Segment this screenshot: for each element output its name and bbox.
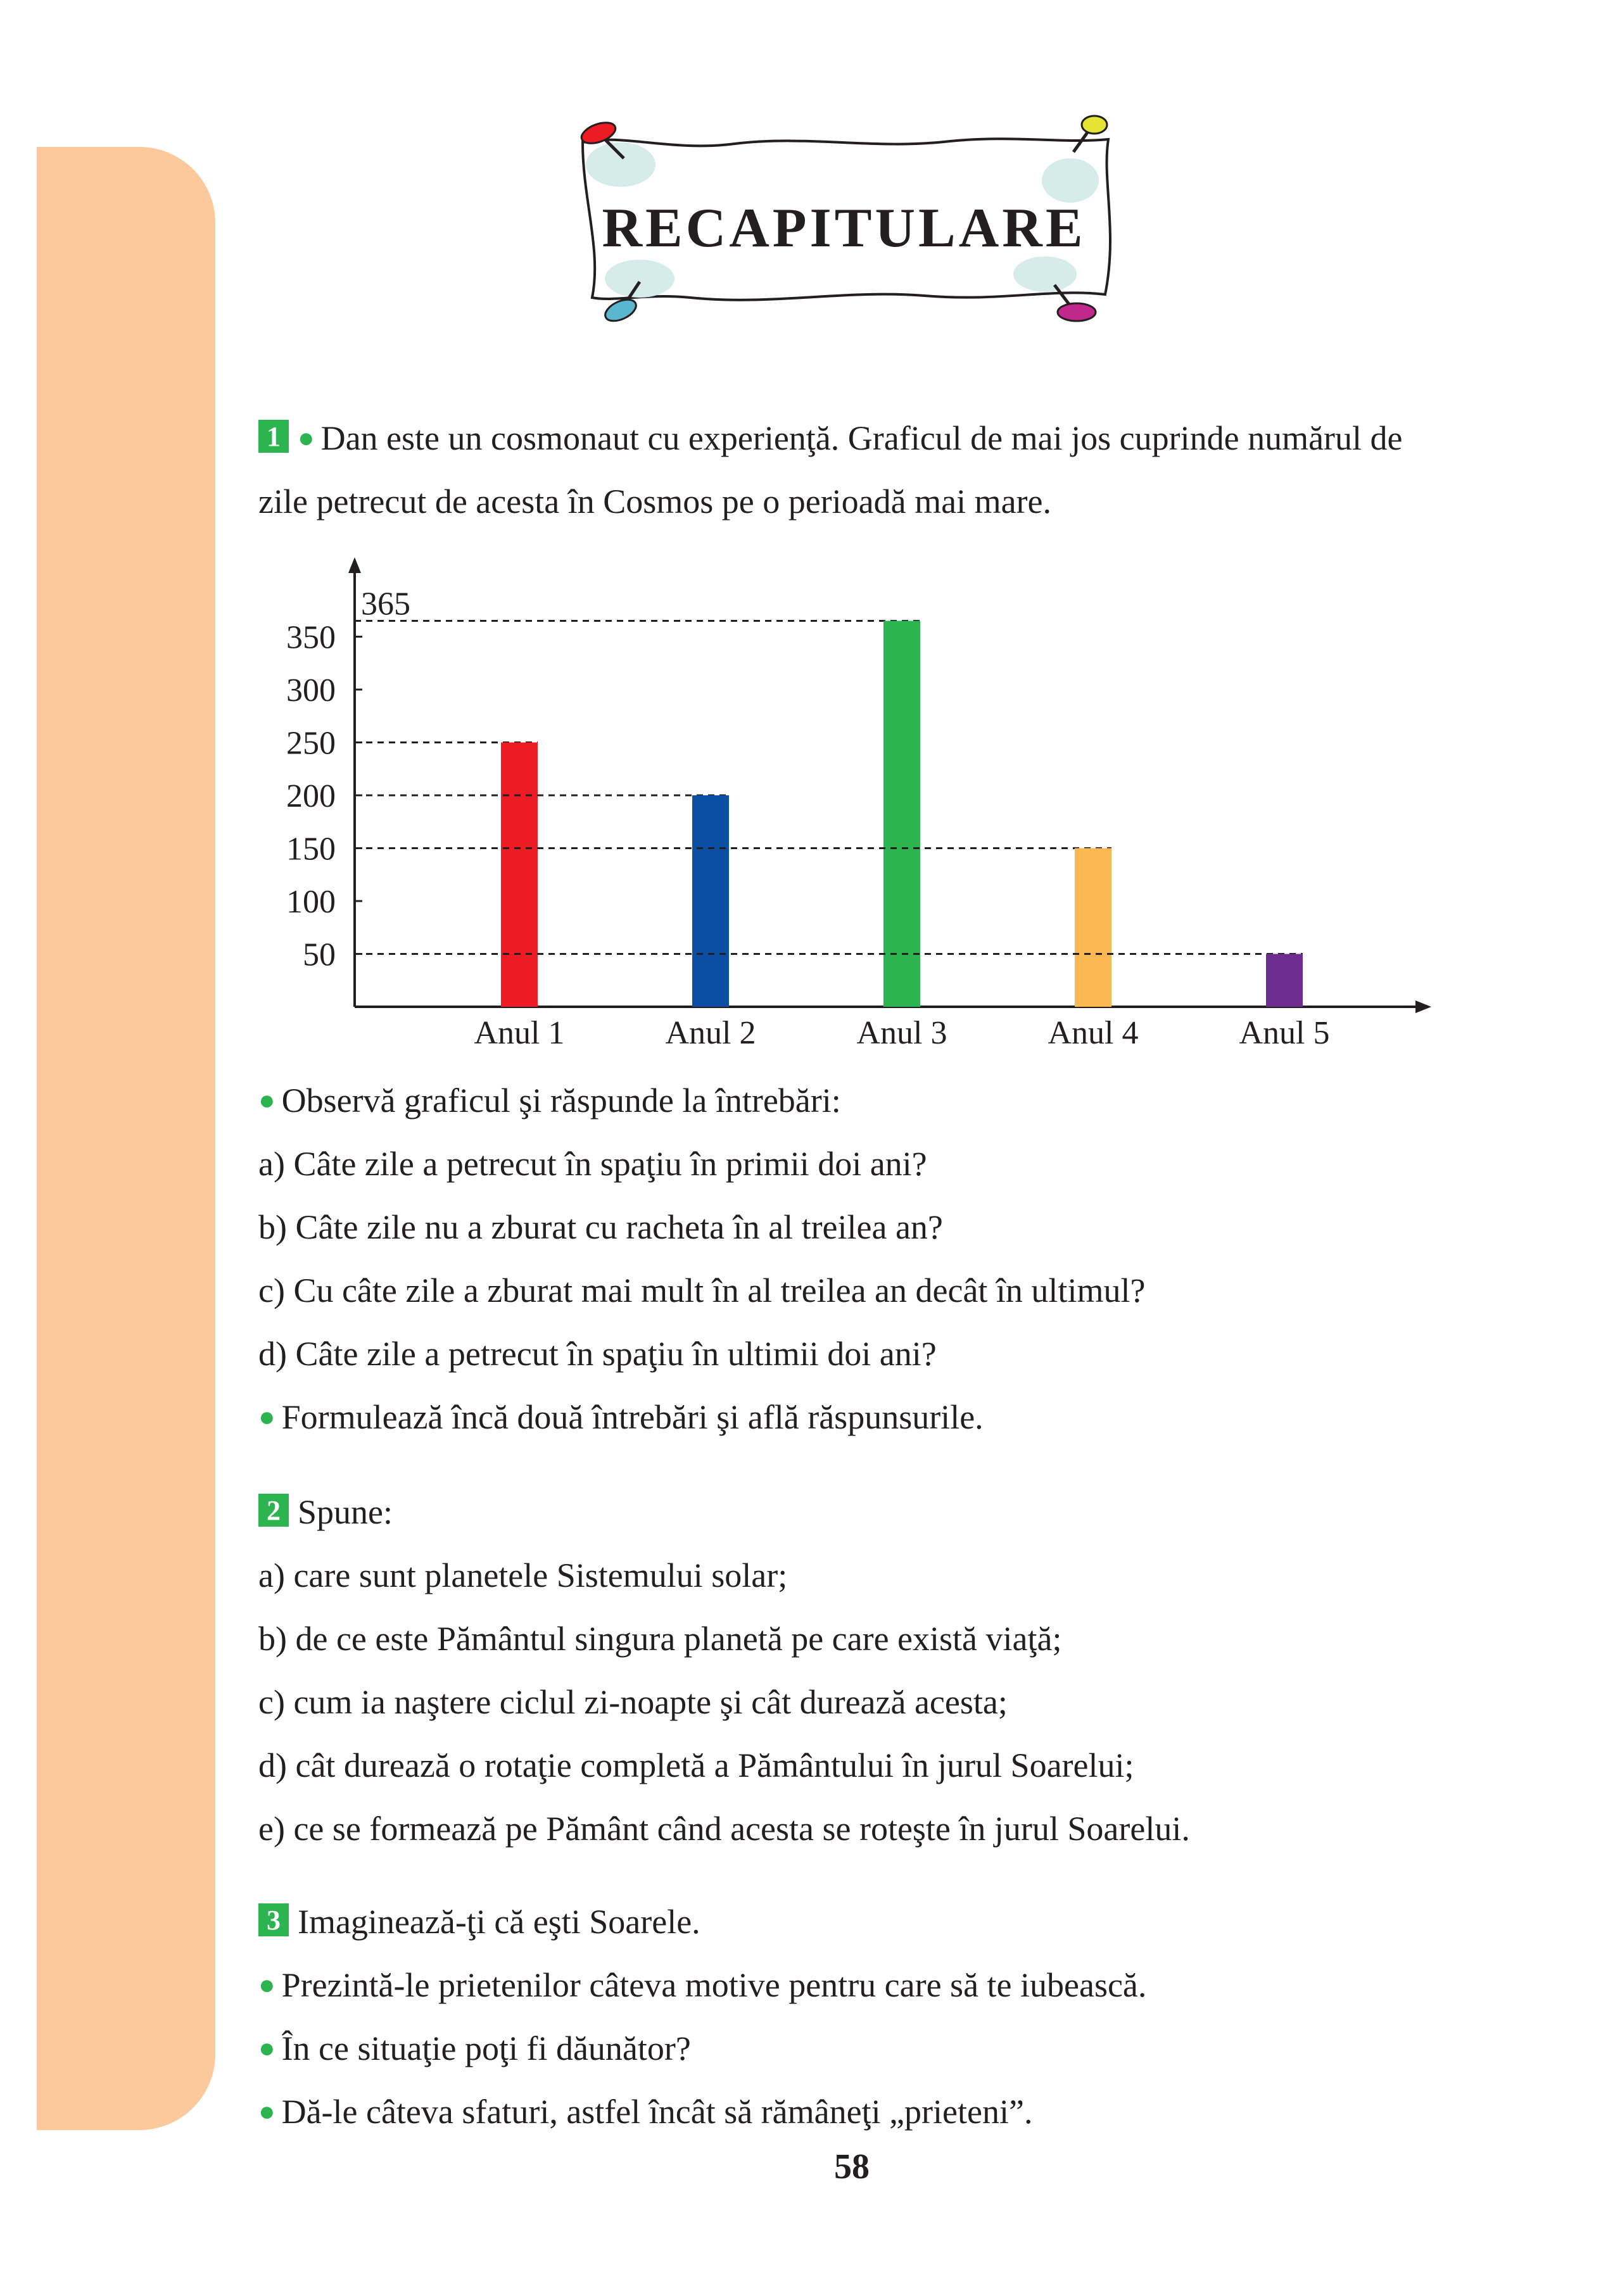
- bullet-text: Dă-le câteva sfaturi, astfel încât să rămâneţi „prieteni”.: [281, 2093, 1033, 2131]
- bar-4: [1075, 848, 1111, 1007]
- question-d: d) Câte zile a petrecut în spaţiu în ultimii doi ani?: [258, 1335, 937, 1373]
- bullet-3: [258, 2093, 1032, 2131]
- y-tick-label: 300: [286, 672, 336, 709]
- heading-text: Imaginează-ţi că eşti Soarele.: [298, 1903, 700, 1941]
- bar-1: [501, 743, 538, 1007]
- green-dot-icon: ●: [258, 1401, 275, 1432]
- prompt-text: Observă graficul şi răspunde la întrebări:: [281, 1082, 841, 1120]
- item-b: b) de ce este Pământul singura planetă pe care există viaţă;: [258, 1620, 1062, 1658]
- x-category-label: Anul 4: [1048, 1015, 1139, 1051]
- bullet-2: [258, 2029, 691, 2067]
- item-c: c) cum ia naştere ciclul zi-noapte şi cât durează acesta;: [258, 1683, 1008, 1721]
- green-dot-icon: ●: [298, 422, 315, 453]
- green-dot-icon: ●: [258, 2033, 275, 2064]
- exercise-1-task: [258, 1398, 984, 1436]
- y-tick-label: 200: [286, 778, 336, 814]
- question-b: b) Câte zile nu a zburat cu racheta în al treilea an?: [258, 1208, 943, 1246]
- page-number: 58: [834, 2147, 870, 2186]
- heading-text: Spune:: [298, 1493, 393, 1531]
- exercise-3-heading: [258, 1903, 700, 1941]
- item-d: d) cât durează o rotaţie completă a Pământului în jurul Soarelui;: [258, 1746, 1134, 1784]
- bar-3: [883, 621, 920, 1007]
- y-tick-label: 50: [303, 937, 336, 973]
- green-dot-icon: ●: [258, 1969, 275, 2000]
- exercise-1-line-2: zile petrecut de acesta în Cosmos pe o perioadă mai mare.: [258, 483, 1051, 520]
- exercise-number-badge: 1: [258, 420, 289, 453]
- y-tick-label: 250: [286, 725, 336, 762]
- x-category-label: Anul 3: [856, 1015, 947, 1051]
- exercise-1-prompt: [258, 1082, 841, 1120]
- question-a: a) Câte zile a petrecut în spaţiu în primii doi ani?: [258, 1145, 927, 1183]
- exercise-1-text-1: Dan este un cosmonaut cu experienţă. Graficul de mai jos cuprinde numărul de: [320, 419, 1403, 457]
- bar-2: [692, 795, 729, 1007]
- green-dot-icon: ●: [258, 1085, 275, 1116]
- item-a: a) care sunt planetele Sistemului solar;: [258, 1556, 788, 1594]
- x-category-label: Anul 5: [1239, 1015, 1330, 1051]
- y-tick-label: 100: [286, 884, 336, 920]
- x-axis-arrow: [1415, 1000, 1431, 1013]
- exercise-2-heading: [258, 1493, 393, 1531]
- bar-5: [1266, 954, 1303, 1007]
- max-value-label: 365: [361, 586, 410, 622]
- side-band: [37, 147, 215, 2130]
- y-tick-label: 150: [286, 831, 336, 867]
- bar-chart: [241, 538, 1444, 1057]
- exercise-number-badge: 2: [258, 1494, 289, 1527]
- x-category-label: Anul 1: [474, 1015, 565, 1051]
- question-c: c) Cu câte zile a zburat mai mult în al treilea an decât în ultimul?: [258, 1271, 1146, 1309]
- bullet-text: În ce situaţie poţi fi dăunător?: [281, 2029, 691, 2067]
- green-dot-icon: ●: [258, 2096, 275, 2127]
- title-banner: [545, 104, 1143, 351]
- item-e: e) ce se formează pe Pământ când acesta se roteşte în jurul Soarelui.: [258, 1810, 1190, 1848]
- task-text: Formulează încă două întrebări şi află răspunsurile.: [281, 1398, 984, 1436]
- bullet-text: Prezintă-le prietenilor câteva motive pentru care să te iubească.: [281, 1966, 1147, 2004]
- x-category-label: Anul 2: [665, 1015, 756, 1051]
- page-title: RECAPITULARE: [602, 198, 1086, 259]
- bullet-1: [258, 1966, 1146, 2004]
- exercise-number-badge: 3: [258, 1903, 289, 1936]
- y-tick-label: 350: [286, 619, 336, 656]
- y-axis-arrow: [348, 557, 361, 573]
- exercise-1-line-1: [258, 419, 1403, 457]
